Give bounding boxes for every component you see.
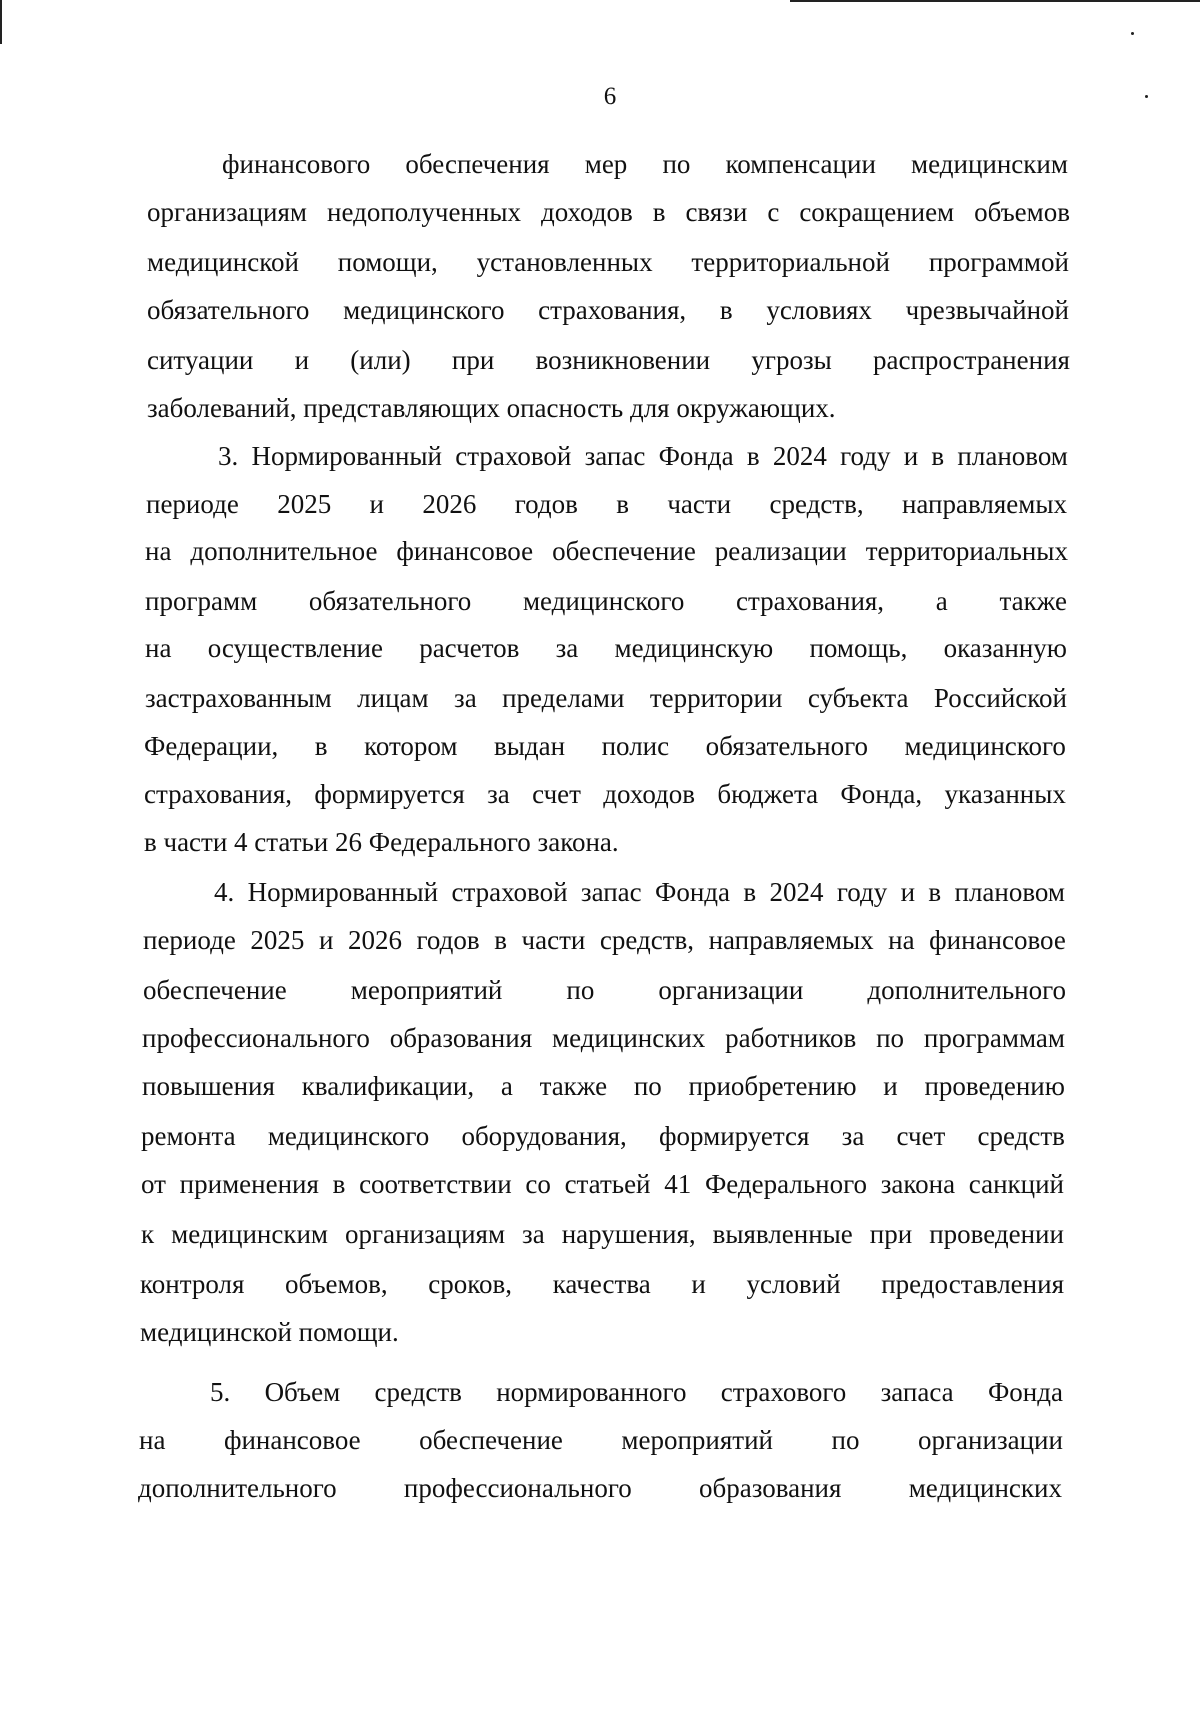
word: санкций (968, 1169, 1064, 1199)
word: за (555, 633, 579, 663)
word: территориальной (691, 247, 890, 277)
word: угрозы (751, 345, 832, 375)
word: дополнительного (138, 1473, 337, 1503)
word: организации (658, 975, 804, 1005)
word: средств, (599, 925, 695, 955)
scan-speck (1131, 32, 1134, 35)
word: Нормированный (247, 877, 439, 907)
word: Фонда (658, 441, 734, 471)
word: нарушения, (561, 1219, 696, 1249)
word: помощь, (809, 633, 908, 663)
word: Российской (933, 683, 1067, 713)
word: медицинского (343, 295, 505, 325)
word: 2026 (347, 925, 402, 955)
word: профессионального (403, 1473, 632, 1503)
word: распространения (873, 345, 1070, 375)
text-line (143, 974, 1066, 1006)
word: направляемых (901, 489, 1067, 519)
word: периоде (146, 489, 239, 519)
word: Фонда (655, 877, 731, 907)
word: за (522, 1219, 545, 1249)
text-line (144, 730, 1066, 762)
word: 2025 (277, 489, 332, 519)
word: 2025 (250, 925, 305, 955)
word: выдан (494, 731, 566, 761)
text-line (147, 246, 1069, 278)
word: при (451, 345, 495, 375)
scan-edge-mark (790, 0, 1200, 2)
word: контроля (140, 1269, 245, 1299)
text-line (138, 1472, 1062, 1504)
scan-edge-mark (0, 0, 2, 44)
word: Федерального (704, 1169, 867, 1199)
word: году (836, 877, 888, 907)
word: обеспечение (143, 975, 287, 1005)
word: медицинских (908, 1473, 1062, 1503)
word: сроков, (428, 1269, 513, 1299)
word: объемов, (285, 1269, 388, 1299)
word: статьей (564, 1169, 651, 1199)
word: в (332, 1169, 346, 1199)
word: 4. (214, 877, 235, 907)
word: запаса (880, 1377, 954, 1407)
word: обязательного (308, 586, 472, 616)
word: применения (179, 1169, 319, 1199)
text-line: медицинской помощи. (140, 1317, 399, 1347)
word: страхования, (736, 586, 885, 616)
word: в (743, 877, 757, 907)
word: бюджета (717, 779, 819, 809)
word: дополнительное (190, 536, 378, 566)
word: в (931, 441, 945, 471)
word: годов (416, 925, 480, 955)
word: и (883, 1071, 898, 1101)
word: мероприятий (350, 975, 503, 1005)
word: на (888, 925, 915, 955)
word: на (145, 633, 172, 663)
word: и (903, 441, 919, 471)
word: реализации (714, 536, 847, 566)
word: страхования, (144, 779, 293, 809)
word: дополнительного (867, 975, 1066, 1005)
text-line (140, 1268, 1064, 1300)
word: обеспечения (405, 149, 550, 179)
word: части (667, 489, 732, 519)
word: за (841, 1121, 865, 1151)
word: медицинского (522, 586, 685, 616)
word: программой (928, 247, 1069, 277)
word: территориальных (865, 536, 1068, 566)
word: при (869, 1219, 913, 1249)
word: части (521, 925, 586, 955)
word: страхования, (538, 295, 687, 325)
word: приобретению (688, 1071, 857, 1101)
word: 2026 (422, 489, 477, 519)
word: объемов (974, 197, 1070, 227)
text-line (218, 440, 1068, 472)
word: и (318, 925, 334, 955)
word: страхового (720, 1377, 847, 1407)
word: качества (552, 1269, 651, 1299)
text-line (144, 778, 1066, 810)
word: установленных (476, 247, 653, 277)
word: возникновении (535, 345, 711, 375)
word: условиях (766, 295, 872, 325)
word: 3. (218, 441, 239, 471)
word: и (369, 489, 384, 519)
word: мероприятий (621, 1425, 773, 1455)
word: медицинских (551, 1023, 706, 1053)
text-line (145, 682, 1067, 714)
word: по (831, 1425, 860, 1455)
word: и (900, 877, 916, 907)
word: от (141, 1169, 166, 1199)
text-line (147, 344, 1070, 376)
word: по (876, 1023, 905, 1053)
word: обязательного (705, 731, 868, 761)
text-line: заболеваний, представляющих опасность для окружающих. (147, 393, 836, 423)
text-line (147, 294, 1069, 326)
word: доходов (603, 779, 696, 809)
word: работников (725, 1023, 857, 1053)
word: организациям (345, 1219, 506, 1249)
text-line (141, 1218, 1064, 1250)
word: плановом (957, 441, 1068, 471)
word: в (719, 295, 733, 325)
word: чрезвычайной (905, 295, 1069, 325)
word: за (454, 683, 477, 713)
word: медицинского (267, 1121, 430, 1151)
word: (или) (350, 345, 411, 375)
word: Фонда (987, 1377, 1063, 1407)
word: профессионального (142, 1023, 370, 1053)
word: ремонта (141, 1121, 236, 1151)
word: медицинского (904, 731, 1066, 761)
word: образования (698, 1473, 842, 1503)
text-line (141, 1168, 1064, 1200)
word: повышения (142, 1071, 275, 1101)
word: помощи, (337, 247, 438, 277)
word: по (566, 975, 595, 1005)
word: сокращением (799, 197, 955, 227)
word: медицинской (147, 247, 299, 277)
text-line (222, 148, 1068, 180)
word: проведению (924, 1071, 1065, 1101)
word: 5. (210, 1377, 231, 1407)
word: медицинскую (614, 633, 774, 663)
text-line (141, 1120, 1065, 1152)
word: году (840, 441, 891, 471)
word: на (139, 1425, 166, 1455)
word: обязательного (147, 295, 310, 325)
word: 41 (664, 1169, 692, 1199)
word: периоде (143, 925, 236, 955)
text-line (145, 632, 1067, 664)
scan-speck (1145, 95, 1148, 98)
word: 2024 (769, 877, 824, 907)
text-line (142, 1022, 1065, 1054)
word: в (652, 197, 666, 227)
word: доходов (540, 197, 633, 227)
word: 2024 (772, 441, 827, 471)
word: указанных (944, 779, 1066, 809)
word: также (999, 586, 1067, 616)
word: плановом (954, 877, 1065, 907)
word: счет (896, 1121, 946, 1151)
word: со (525, 1169, 551, 1199)
word: счет (532, 779, 581, 809)
text-line (145, 585, 1067, 617)
word: в (928, 877, 942, 907)
word: и (294, 345, 310, 375)
word: компенсации (725, 149, 876, 179)
word: Объем (264, 1377, 341, 1407)
word: Нормированный (251, 441, 442, 471)
word: нормированного (496, 1377, 687, 1407)
word: финансовое (929, 925, 1066, 955)
word: также (539, 1071, 608, 1101)
word: запас (584, 441, 646, 471)
word: средств (374, 1377, 462, 1407)
word: финансовое (223, 1425, 361, 1455)
word: средств, (769, 489, 864, 519)
word: пределами (502, 683, 625, 713)
word: финансовое (396, 536, 534, 566)
word: организациям (147, 197, 308, 227)
word: организации (917, 1425, 1063, 1455)
word: медицинским (171, 1219, 329, 1249)
word: лицам (357, 683, 429, 713)
text-line (146, 488, 1067, 520)
word: образования (389, 1023, 533, 1053)
word: по (662, 149, 691, 179)
word: проведении (929, 1219, 1064, 1249)
word: выявленные (712, 1219, 853, 1249)
word: по (633, 1071, 662, 1101)
text-line (139, 1424, 1063, 1456)
word: финансового (222, 149, 371, 179)
text-line (143, 924, 1066, 956)
word: субъекта (807, 683, 909, 713)
word: в (314, 731, 328, 761)
word: расчетов (419, 633, 520, 663)
text-line (142, 1070, 1065, 1102)
word: мер (584, 149, 628, 179)
word: застрахованным (145, 683, 332, 713)
word: направляемых (708, 925, 874, 955)
word: страховой (451, 877, 568, 907)
word: а (500, 1071, 513, 1101)
word: на (145, 536, 172, 566)
word: в (746, 441, 760, 471)
word: запас (580, 877, 642, 907)
word: Федерации, (144, 731, 279, 761)
word: за (487, 779, 510, 809)
word: обеспечение (419, 1425, 563, 1455)
word: обеспечение (552, 536, 696, 566)
word: и (691, 1269, 706, 1299)
word: полис (601, 731, 670, 761)
page-number: 6 (603, 83, 617, 110)
word: соответствии (359, 1169, 512, 1199)
word: оборудования, (461, 1121, 627, 1151)
word: условий (746, 1269, 841, 1299)
word: к (141, 1219, 155, 1249)
word: ситуации (147, 345, 254, 375)
word: осуществление (207, 633, 383, 663)
word: средств (977, 1121, 1065, 1151)
word: программам (923, 1023, 1065, 1053)
word: формируется (314, 779, 465, 809)
word: в (494, 925, 507, 955)
text-line (147, 196, 1070, 228)
word: котором (364, 731, 458, 761)
word: страховой (455, 441, 572, 471)
word: связи (685, 197, 748, 227)
word: в (616, 489, 629, 519)
text-line (214, 876, 1065, 908)
word: программ (145, 586, 258, 616)
word: предоставления (881, 1269, 1064, 1299)
word: квалификации, (301, 1071, 475, 1101)
word: а (935, 586, 948, 616)
text-line (210, 1376, 1063, 1408)
word: Фонда, (840, 779, 923, 809)
word: оказанную (943, 633, 1067, 663)
word: закона (880, 1169, 956, 1199)
word: годов (514, 489, 578, 519)
text-line: в части 4 статьи 26 Федерального закона. (144, 827, 619, 857)
word: медицинским (911, 149, 1068, 179)
word: с (767, 197, 780, 227)
text-line (145, 535, 1068, 567)
word: территории (649, 683, 783, 713)
word: формируется (659, 1121, 810, 1151)
word: недополученных (327, 197, 521, 227)
